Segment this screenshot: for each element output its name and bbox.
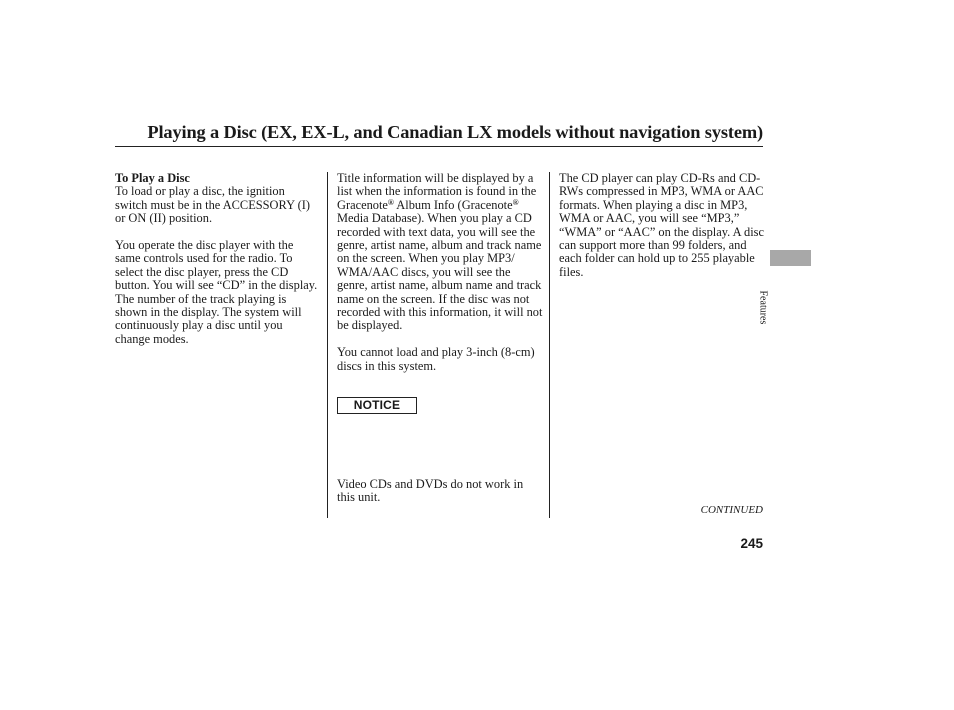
- column-3: [559, 172, 764, 279]
- column-2: [337, 172, 543, 373]
- title-info-text-b: Album Info (Gracenote: [393, 197, 513, 212]
- column-divider-1: [327, 172, 328, 518]
- registered-mark: ®: [387, 197, 394, 207]
- section-tab: [770, 250, 811, 266]
- section-heading: To Play a Disc: [115, 171, 190, 185]
- formats-paragraph: The CD player can play CD-Rs and CD-RWs compressed in MP3, WMA or AAC formats. When playing a disc in MP3, WMA or AAC, you will see “MP3,” “WMA” or “AAC” on the display. A disc can support more than 99 folders, and each folder can hold up to 255 playable files.: [559, 171, 764, 279]
- title-info-paragraph: [337, 172, 543, 333]
- title-underline: [115, 146, 763, 147]
- disc-size-paragraph: You cannot load and play 3-inch (8-cm) discs in this system.: [337, 345, 535, 373]
- continued-label: CONTINUED: [700, 504, 763, 516]
- title-info-text-c: Media Database). When you play a CD recorded with text data, you will see the genre, artist name, album and track name on the screen. When you play MP3/ WMA/AAC discs, you will see the genre, artist name, album name and track name on the screen. If the disc was not recorded with this information, it will not be displayed.: [337, 211, 543, 333]
- registered-mark: ®: [512, 197, 519, 207]
- page-number: 245: [740, 536, 763, 551]
- ignition-paragraph: To load or play a disc, the ignition switch must be in the ACCESSORY (I) or ON (II) position.: [115, 184, 311, 226]
- column-divider-2: [549, 172, 550, 518]
- page-title: Playing a Disc (EX, EX-L, and Canadian LX models without navigation system): [147, 122, 763, 142]
- column-1: [115, 172, 320, 346]
- paragraph-gap: [337, 333, 543, 346]
- section-tab-label: Features: [757, 290, 769, 325]
- notice-label: NOTICE: [337, 397, 417, 414]
- video-dvd-paragraph: Video CDs and DVDs do not work in this unit.: [337, 477, 524, 505]
- operation-paragraph: You operate the disc player with the same controls used for the radio. To select the disc player, press the CD button. You will see “CD” in the display. The number of the track playing is shown in the display. The system will continuously play a disc until you change modes.: [115, 238, 318, 346]
- paragraph-gap: [115, 226, 320, 239]
- title-info-text-a: Title information will be displayed by a list when the information is found in the Gracenote: [337, 171, 537, 212]
